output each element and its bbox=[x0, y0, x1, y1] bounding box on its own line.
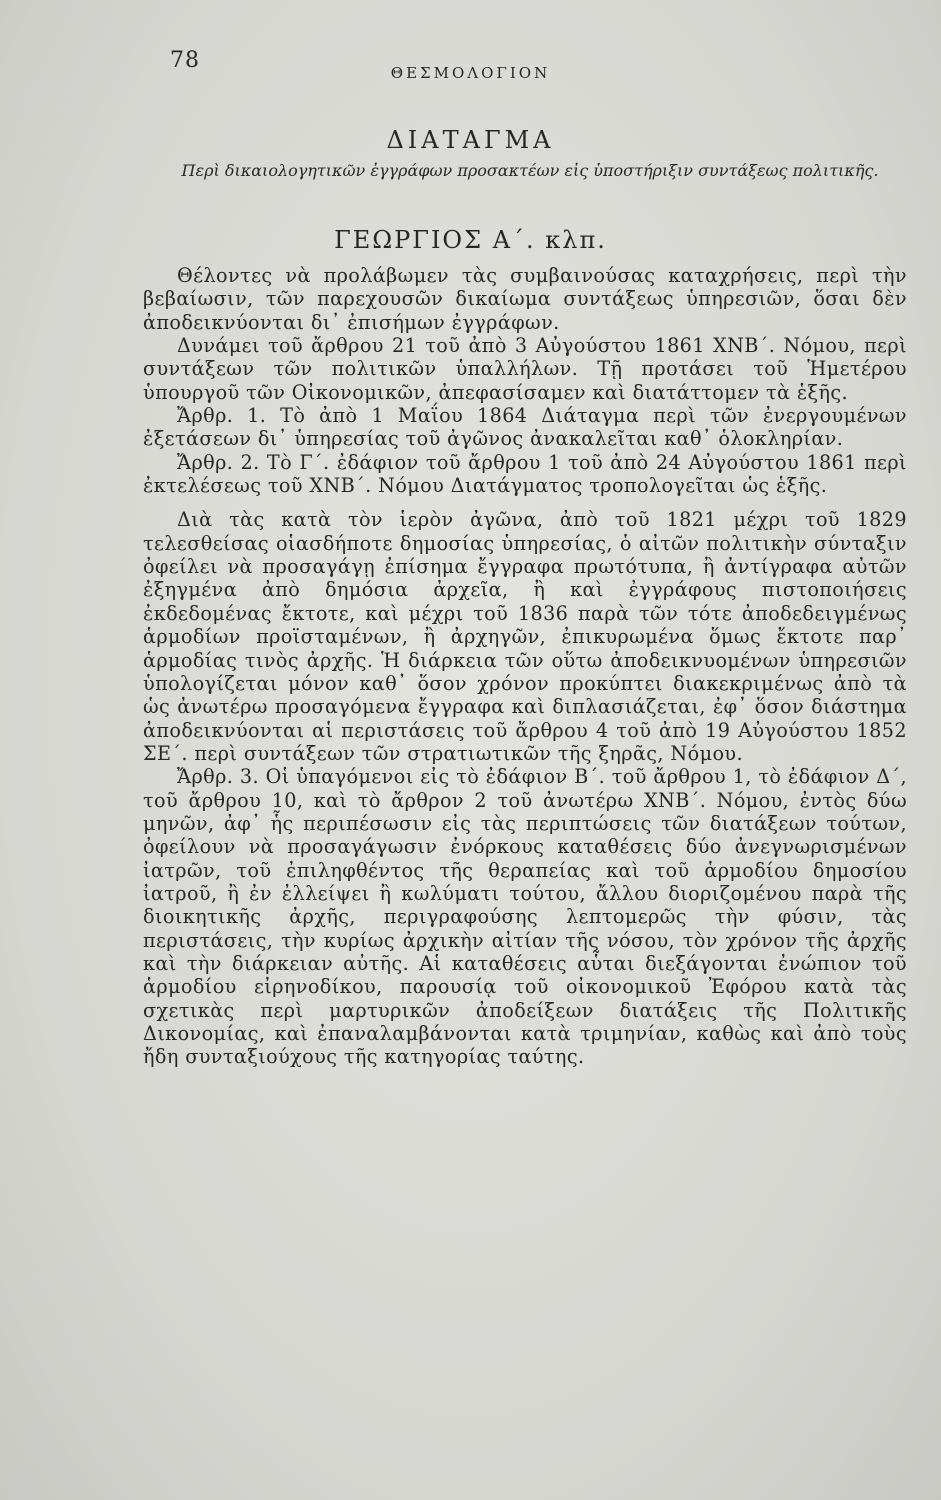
decree-subtitle: Περὶ δικαιολογητικῶν ἐγγράφων προσακτέων εἰς ὑποστήριξιν συντάξεως πολιτικῆς. bbox=[181, 161, 879, 180]
paragraph-preamble: Θέλοντες νὰ προλάβωμεν τὰς συμβαινούσας καταχρήσεις, περὶ τὴν βεβαίωσιν, τῶν παρεχουσῶν δικαίωμα συντάξεως ὑπηρεσιῶν, ὅσαι δὲν ἀποδεικνύονται δι᾽ ἐπισήμων ἐγγράφων. bbox=[143, 264, 907, 334]
paragraph-authority: Δυνάμει τοῦ ἄρθρου 21 τοῦ ἀπὸ 3 Αὐγούστου 1861 ΧΝΒ΄. Νόμου, περὶ συντάξεων τῶν πολιτικῶν ὑπαλλήλων. Τῇ προτάσει τοῦ Ἡμετέρου ὑπουργοῦ τῶν Οἰκονομικῶν, ἀπεφασίσαμεν καὶ διατάττομεν τὰ ἑξῆς. bbox=[143, 334, 907, 404]
page-number: 78 bbox=[170, 48, 200, 73]
paragraph-article-1: Ἄρθρ. 1. Τὸ ἀπὸ 1 Μαΐου 1864 Διάταγμα περὶ τῶν ἐνεργουμένων ἐξετάσεων δι᾽ ὑπηρεσίας τοῦ ἀγῶνος ἀνακαλεῖται καθ᾽ ὁλοκληρίαν. bbox=[143, 404, 907, 451]
running-head: ΘΕΣΜΟΛΟΓΙΟΝ bbox=[390, 64, 551, 82]
paragraph-article-3: Ἄρθρ. 3. Οἱ ὑπαγόμενοι εἰς τὸ ἐδάφιον Β΄. τοῦ ἄρθρου 1, τὸ ἐδάφιον Δ΄, τοῦ ἄρθρου 10, καὶ τὸ ἄρθρον 2 τοῦ ἀνωτέρω ΧΝΒ΄. Νόμου, ἐντὸς δύω μηνῶν, ἀφ᾽ ἧς περιπέσωσιν εἰς τὰς περιπτώσεις τῶν διατάξεων τούτων, ὀφείλουν νὰ προσαγάγωσιν ἐνόρκους καταθέσεις δύο ἀνεγνωρισμένων ἰατρῶν, τοῦ ἐπιληφθέντος τῆς θεραπείας καὶ τοῦ ἁρμοδίου δημοσίου ἰατροῦ, ἢ ἐν ἐλλείψει ἢ κωλύματι τούτου, ἄλλου διοριζομένου παρὰ τῆς διοικητικῆς ἀρχῆς, περιγραφούσης λεπτομερῶς τὴν φύσιν, τὰς περιστάσεις, τὴν κυρίως ἀρχικὴν αἰτίαν τῆς νόσου, τὸν χρόνον τῆς ἀρχῆς καὶ τὴν διάρκειαν αὐτῆς. Αἱ καταθέσεις αὗται διεξάγονται ἐνώπιον τοῦ ἁρμοδίου εἰρηνοδίκου, παρουσίᾳ τοῦ οἰκονομικοῦ Ἐφόρου κατὰ τὰς σχετικὰς περὶ μαρτυρικῶν ἀποδείξεων διατάξεις τῆς Πολιτικῆς Δικονομίας, καὶ ἐπαναλαμβάνονται κατὰ τριμηνίαν, καθὼς καὶ ἀπὸ τοὺς ἤδη συνταξιούχους τῆς κατηγορίας ταύτης. bbox=[143, 765, 907, 1069]
decree-body bbox=[143, 264, 907, 1069]
paragraph-article-2: Ἄρθρ. 2. Τὸ Γ΄. ἐδάφιον τοῦ ἄρθρου 1 τοῦ ἀπὸ 24 Αὐγούστου 1861 περὶ ἐκτελέσεως τοῦ ΧΝΒ΄. Νόμου Διατάγματος τροπολογεῖται ὡς ἑξῆς. bbox=[143, 450, 907, 498]
king-heading: ΓΕΩΡΓΙΟΣ Α΄. κλπ. bbox=[334, 226, 607, 254]
paragraph-article-2-text: Διὰ τὰς κατὰ τὸν ἱερὸν ἀγῶνα, ἀπὸ τοῦ 1821 μέχρι τοῦ 1829 τελεσθείσας οἱασδήποτε δημοσίας ὑπηρεσίας, ὁ αἰτῶν πολιτικὴν σύνταξιν ὀφείλει νὰ προσαγάγῃ ἐπίσημα ἔγγραφα πρωτότυπα, ἢ ἀντίγραφα αὐτῶν ἐξηγμένα ἀπὸ δημόσια ἀρχεῖα, ἢ καὶ ἐγγράφους πιστοποιήσεις ἐκδεδομένας ἔκτοτε, καὶ μέχρι τοῦ 1836 παρὰ τῶν τότε ἀποδεδειγμένως ἁρμοδίων προϊσταμένων, ἢ ἀρχηγῶν, ἐπικυρωμένα ὅμως ἔκτοτε παρ᾽ ἁρμοδίας τινὸς ἀρχῆς. Ἡ διάρκεια τῶν οὕτω ἀποδεικνυομένων ὑπηρεσιῶν ὑπολογίζεται μόνον καθ᾽ ὅσον χρόνον προκύπτει διακεκριμένως ἀπὸ τὰ ὡς ἀνωτέρω προσαγόμενα ἔγγραφα καὶ διπλασιάζεται, ἐφ᾽ ὅσον διάστημα ἀποδεικνύονται αἱ περιστάσεις τοῦ ἄρθρου 4 τοῦ ἀπὸ 19 Αὐγούστου 1852 ΣΕ΄. περὶ συντάξεων τῶν στρατιωτικῶν τῆς ξηρᾶς, Νόμου. bbox=[143, 508, 907, 765]
decree-title: ΔΙΑΤΑΓΜΑ bbox=[386, 126, 555, 154]
